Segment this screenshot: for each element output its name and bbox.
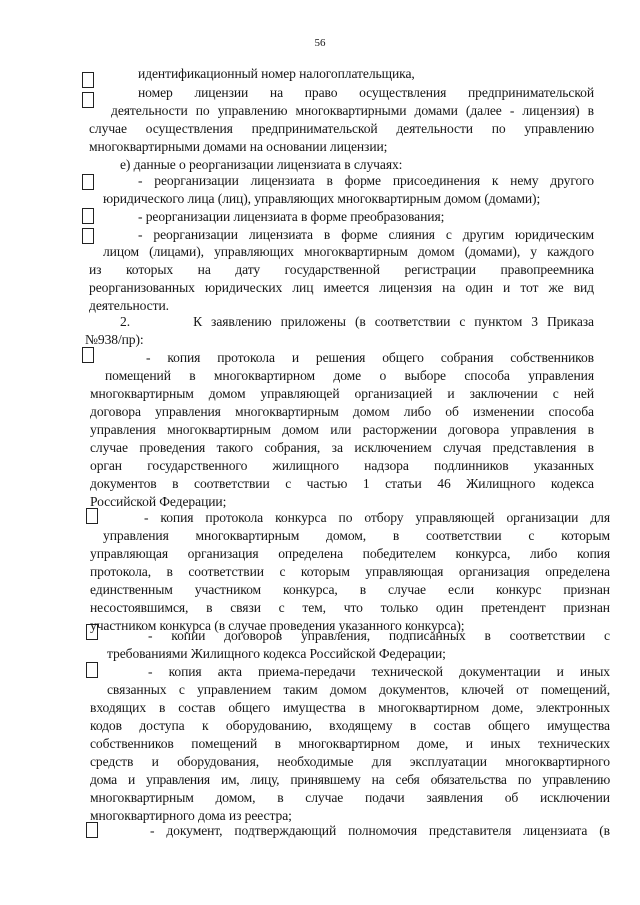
text-line: входящих в состав общего имущества в многоквартирном доме, электронных <box>90 700 610 715</box>
text-line: единственным участником конкурса, в случае если конкурс признан <box>90 582 610 597</box>
text-line: требованиями Жилищного кодекса Российской Федерации; <box>107 646 446 661</box>
text-line: 2. К заявлению приложены (в соответствии с пунктом 3 Приказа <box>120 314 594 329</box>
text-line: идентификационный номер налогоплательщика, <box>138 66 415 81</box>
text-line: многоквартирными домами на основании лицензии; <box>89 139 388 154</box>
text-line: дома и управления им, лицу, принявшему на себя обязательства по управлению <box>90 772 610 787</box>
text-line: деятельности по управлению многоквартирными домами (далее - лицензия) в <box>111 103 594 118</box>
text-line: номер лицензии на право осуществления предпринимательской <box>138 85 594 100</box>
checkbox-inn[interactable] <box>82 72 94 88</box>
text-line: - документ, подтверждающий полномочия представителя лицензиата (в <box>150 823 610 838</box>
text-line: многоквартирным домом управляющей организацией и заключении с ней <box>90 386 594 401</box>
text-line: деятельности. <box>89 298 169 313</box>
text-line: случае осуществления предпринимательской деятельности по управлению <box>89 121 594 136</box>
text-line: Российской Федерации; <box>90 494 227 509</box>
text-line: средств и оборудования, необходимые для эксплуатации многоквартирного <box>90 754 610 769</box>
text-line: - копии договоров управления, подписанных в соответствии с <box>148 628 610 643</box>
text-line: протокола, в соответствии с которым управляющая организация определена <box>90 564 610 579</box>
text-line: орган государственного жилищного надзора подлинников указанных <box>90 458 594 473</box>
text-line: случае проведения такого собрания, за исключением случая представления в <box>90 440 594 455</box>
checkbox-reorg-accession[interactable] <box>82 174 94 190</box>
text-line: управления многоквартирным домом или расторжении договора управления в <box>90 422 594 437</box>
text-line: многоквартирным домом, в случае подачи заявления об исключении <box>90 790 610 805</box>
text-line: управления многоквартирным домом, в соответствии с которым <box>103 528 610 543</box>
text-line: участником конкурса (в случае проведения указанного конкурса); <box>90 618 465 633</box>
text-line: - реорганизации лицензиата в форме слияния с другим юридическим <box>138 227 594 242</box>
text-line: - реорганизации лицензиата в форме присоединения к нему другого <box>138 173 594 188</box>
text-line: документов в соответствии с частью 1 статьи 46 Жилищного кодекса <box>90 476 594 491</box>
text-line: лицом (лицами), управляющих многоквартирным домом (домами), у каждого <box>103 244 594 259</box>
text-line: кодов доступа к оборудованию, входящему в состав общего имущества <box>90 718 610 733</box>
text-line: - копия протокола конкурса по отбору управляющей организации для <box>144 510 610 525</box>
text-line: договора управления многоквартирным домом либо об изменении способа <box>90 404 594 419</box>
text-line: несостоявшимся, в связи с тем, что только один претендент признан <box>90 600 610 615</box>
text-line: - копия акта приема-передачи технической документации и иных <box>148 664 610 679</box>
text-line: юридического лица (лиц), управляющих многоквартирным домом (домами); <box>103 191 541 206</box>
text-line: реорганизованных юридических лиц имеется лицензия на один и тот же вид <box>89 280 594 295</box>
text-line: из которых на дату государственной регистрации правопреемника <box>89 262 594 277</box>
text-line: е) данные о реорганизации лицензиата в случаях: <box>120 157 403 172</box>
text-line: собственников помещений в многоквартирном доме, и иных технических <box>90 736 610 751</box>
checkbox-transfer-act[interactable] <box>86 662 98 678</box>
text-line: помещений в многоквартирном доме о выборе способа управления <box>105 368 594 383</box>
text-line: связанных с управлением таким домом документов, ключей от помещений, <box>107 682 610 697</box>
text-line: №938/пр): <box>85 332 144 347</box>
checkbox-meeting-protocol[interactable] <box>82 347 94 363</box>
text-line: - реорганизации лицензиата в форме преобразования; <box>138 209 445 224</box>
checkbox-reorg-transformation[interactable] <box>82 208 94 224</box>
page-number: 56 <box>314 37 326 49</box>
checkbox-license-number[interactable] <box>82 92 94 108</box>
text-line: управляющая организация определена победителем конкурса, либо копия <box>90 546 610 561</box>
text-line: - копия протокола и решения общего собрания собственников <box>146 350 594 365</box>
checkbox-reorg-merger[interactable] <box>82 228 94 244</box>
text-line: многоквартирного дома из реестра; <box>90 808 292 823</box>
